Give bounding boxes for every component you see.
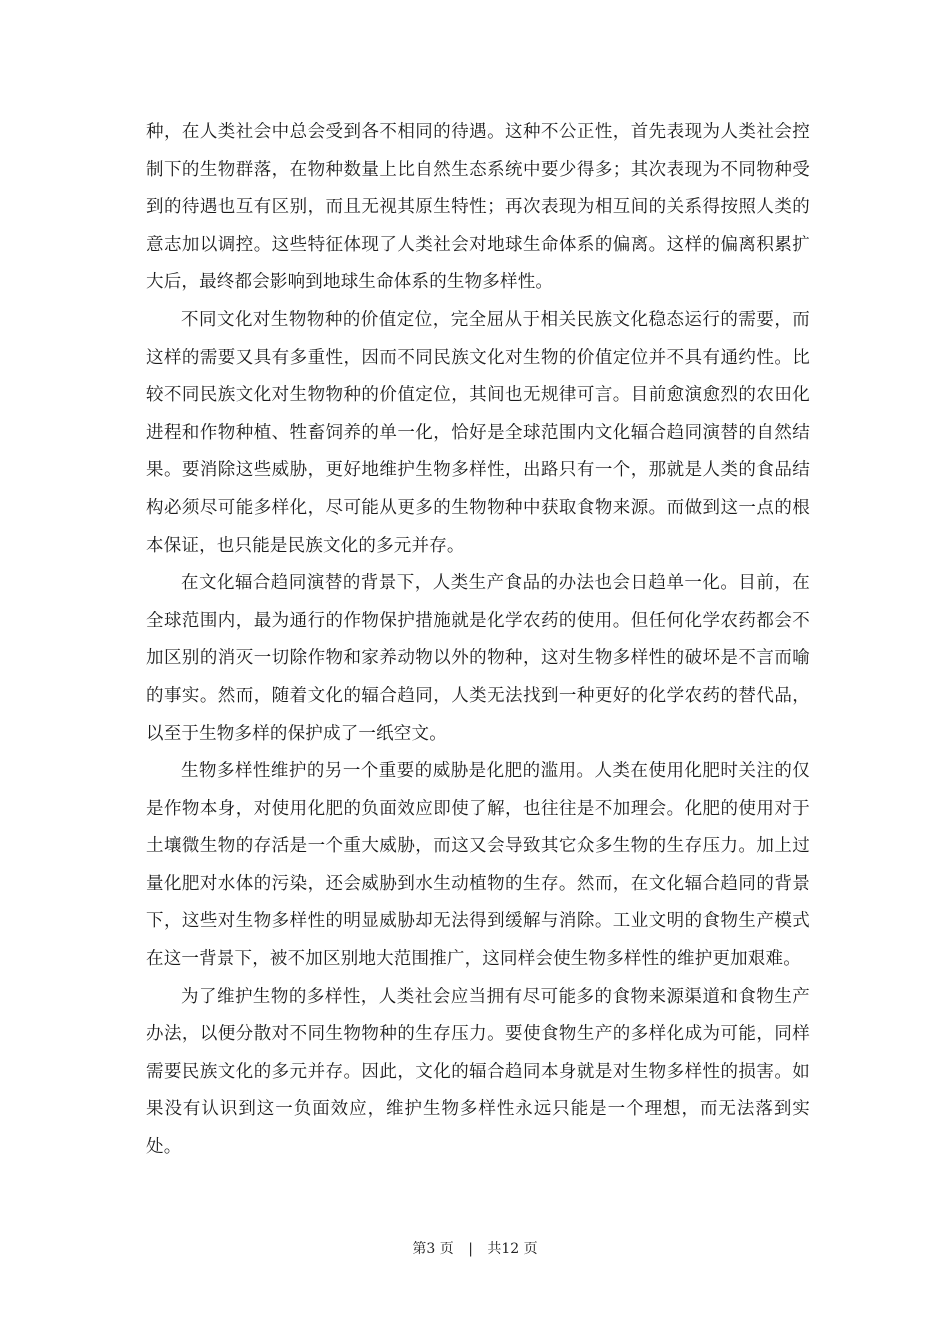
paragraph: 不同文化对生物物种的价值定位，完全屈从于相关民族文化稳态运行的需要，而这样的需要又具有多重性，因而不同民族文化对生物的价值定位并不具有通约性。比较不同民族文化对生物物种的价值定位，其间也无规律可言。目前愈演愈烈的农田化进程和作物种植、牲畜饲养的单一化，恰好是全球范围内文化辐合趋同演替的自然结果。要消除这些威胁，更好地维护生物多样性，出路只有一个，那就是人类的食品结构必须尽可能多样化，尽可能从更多的生物物种中获取食物来源。而做到这一点的根本保证，也只能是民族文化的多元并存。 — [146, 309, 810, 556]
page-number: 第3 页 — [412, 1241, 454, 1257]
total-pages: 共12 页 — [487, 1241, 538, 1257]
paragraph-continued: 种，在人类社会中总会受到各不相同的待遇。这种不公正性，首先表现为人类社会控制下的生物群落，在物种数量上比自然生态系统中要少得多；其次表现为不同物种受到的待遇也互有区别，而且无视其原生特性；再次表现为相互间的关系得按照人类的意志加以调控。这些特征体现了人类社会对地球生命体系的偏离。这样的偏离积累扩大后，最终都会影响到地球生命体系的生物多样性。 — [146, 122, 810, 293]
paragraph: 在文化辐合趋同演替的背景下，人类生产食品的办法也会日趋单一化。目前，在全球范围内，最为通行的作物保护措施就是化学农药的使用。但任何化学农药都会不加区别的消灭一切除作物和家养动物以外的物种，这对生物多样性的破坏是不言而喻的事实。然而，随着文化的辐合趋同，人类无法找到一种更好的化学农药的替代品，以至于生物多样的保护成了一纸空文。 — [146, 573, 810, 744]
paragraph: 为了维护生物的多样性，人类社会应当拥有尽可能多的食物来源渠道和食物生产办法，以便分散对不同生物物种的生存压力。要使食物生产的多样化成为可能，同样需要民族文化的多元并存。因此，文化的辐合趋同本身就是对生物多样性的损害。如果没有认识到这一负面效应，维护生物多样性永远只能是一个理想，而无法落到实处。 — [146, 986, 810, 1158]
body-text — [146, 114, 810, 1167]
paragraph: 生物多样性维护的另一个重要的威胁是化肥的滥用。人类在使用化肥时关注的仅是作物本身，对使用化肥的负面效应即使了解，也往往是不加理会。化肥的使用对于土壤微生物的存活是一个重大威胁，而这又会导致其它众多生物的生存压力。加上过量化肥对水体的污染，还会威胁到水生动植物的生存。然而，在文化辐合趋同的背景下，这些对生物多样性的明显威胁却无法得到缓解与消除。工业文明的食物生产模式在这一背景下，被不加区别地大范围推广，这同样会使生物多样性的维护更加艰难。 — [146, 761, 810, 970]
page-footer — [0, 1238, 950, 1258]
footer-separator: | — [468, 1241, 473, 1257]
